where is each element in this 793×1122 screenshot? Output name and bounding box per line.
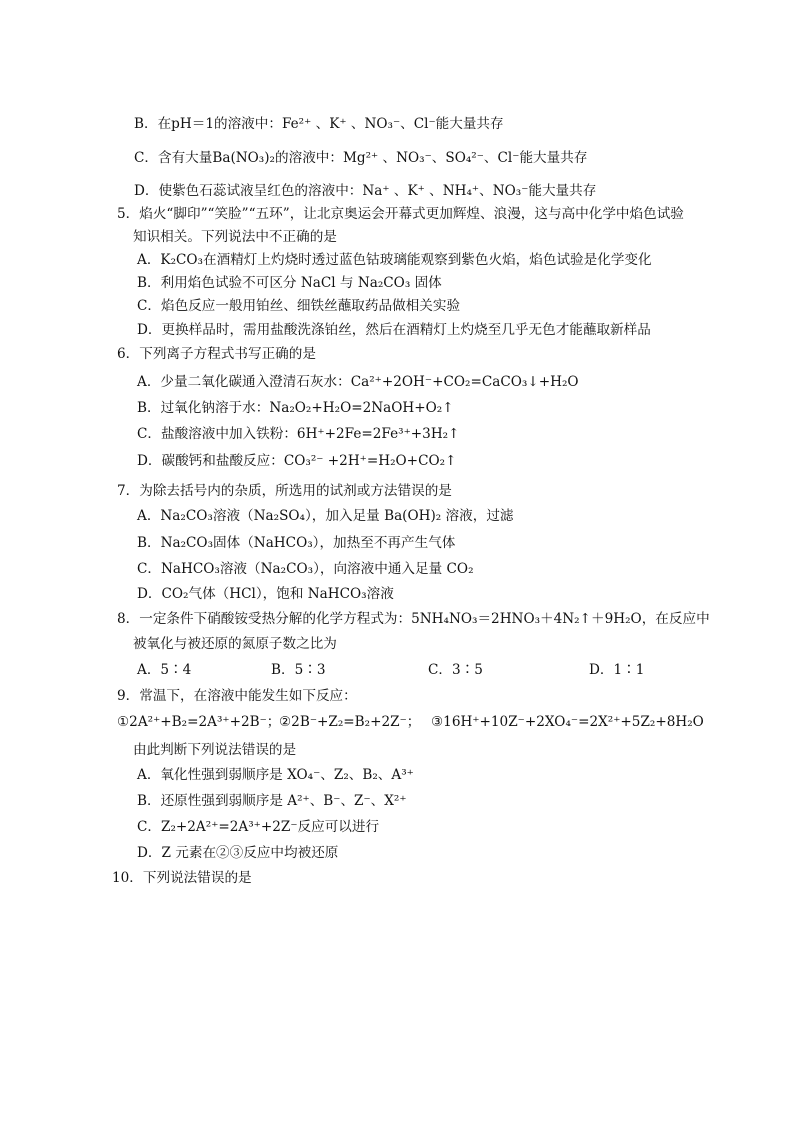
q8-stem-line1: 8．一定条件下硝酸铵受热分解的化学方程式为：5NH₄NO₃＝2HNO₃＋4N₂↑＋9H₂O，在反应中 [117,611,710,627]
q5-option-b: B．利用焰色试验不可区分 NaCl 与 Na₂CO₃ 固体 [137,275,442,291]
q9-option-d: D．Z 元素在②③反应中均被还原 [137,845,339,861]
q9-option-c: C．Z₂+2A²⁺=2A³⁺+2Z⁻反应可以进行 [137,819,380,835]
q4-option-c: C．含有大量Ba(NO₃)₂的溶液中：Mg²⁺ 、NO₃⁻、SO₄²⁻、Cl⁻能大量共存 [134,150,588,166]
q6-option-a: A．少量二氧化碳通入澄清石灰水：Ca²⁺+2OH⁻+CO₂=CaCO₃↓+H₂O [137,374,579,390]
q6-stem: 6．下列离子方程式书写正确的是 [117,346,316,362]
q6-option-d: D．碳酸钙和盐酸反应：CO₃²⁻ +2H⁺=H₂O+CO₂↑ [137,453,457,469]
q9-option-a: A．氧化性强到弱顺序是 XO₄⁻、Z₂、B₂、A³⁺ [137,767,414,783]
q5-option-c: C．焰色反应一般用铂丝、细铁丝蘸取药品做相关实验 [137,298,461,314]
q9-reaction-1: ①2A²⁺+B₂=2A³⁺+2B⁻； [117,714,281,730]
q7-option-c: C．NaHCO₃溶液（Na₂CO₃），向溶液中通入足量 CO₂ [137,561,474,577]
q8-stem-line2: 被氧化与被还原的氮原子数之比为 [133,636,337,652]
q4-option-b: B．在pH＝1的溶液中：Fe²⁺ 、K⁺ 、NO₃⁻、Cl⁻能大量共存 [134,116,504,132]
q6-option-b: B．过氧化钠溶于水：Na₂O₂+H₂O=2NaOH+O₂↑ [137,400,454,416]
q9-stem: 9．常温下，在溶液中能发生如下反应： [117,688,357,704]
q5-option-d: D．更换样品时，需用盐酸洗涤铂丝，然后在酒精灯上灼烧至几乎无色才能蘸取新样品 [137,322,651,338]
q5-option-a: A．K₂CO₃在酒精灯上灼烧时透过蓝色钴玻璃能观察到紫色火焰，焰色试验是化学变化 [137,252,652,268]
q6-option-c: C．盐酸溶液中加入铁粉：6H⁺+2Fe=2Fe³⁺+3H₂↑ [137,426,460,442]
q7-stem: 7．为除去括号内的杂质，所选用的试剂或方法错误的是 [117,483,452,499]
q8-option-c: C．3∶5 [428,662,483,678]
q9-stem-line2: 由此判断下列说法错误的是 [133,742,297,758]
q7-option-b: B．Na₂CO₃固体（NaHCO₃），加热至不再产生气体 [137,535,456,551]
q7-option-d: D．CO₂气体（HCl），饱和 NaHCO₃溶液 [137,586,394,602]
q8-option-b: B．5∶3 [271,662,326,678]
q8-option-a: A．5∶4 [137,662,192,678]
q4-option-d: D．使紫色石蕊试液呈红色的溶液中：Na⁺ 、K⁺ 、NH₄⁺、NO₃⁻能大量共存 [134,183,597,199]
q10-stem: 10．下列说法错误的是 [112,870,252,886]
q5-stem-line2: 知识相关。下列说法中不正确的是 [133,229,337,245]
q8-option-d: D．1∶1 [589,662,645,678]
q9-reaction-2: ②2B⁻+Z₂=B₂+2Z⁻； [279,714,421,730]
q5-stem-line1: 5．焰火“脚印”“笑脸”“五环”，让北京奥运会开幕式更加辉煌、浪漫，这与高中化学中焰色试验 [117,206,684,222]
q7-option-a: A．Na₂CO₃溶液（Na₂SO₄），加入足量 Ba(OH)₂ 溶液，过滤 [137,508,514,524]
q9-reaction-3: ③16H⁺+10Z⁻+2XO₄⁻=2X²⁺+5Z₂+8H₂O [431,714,704,730]
q9-option-b: B．还原性强到弱顺序是 A²⁺、B⁻、Z⁻、X²⁺ [137,793,407,809]
